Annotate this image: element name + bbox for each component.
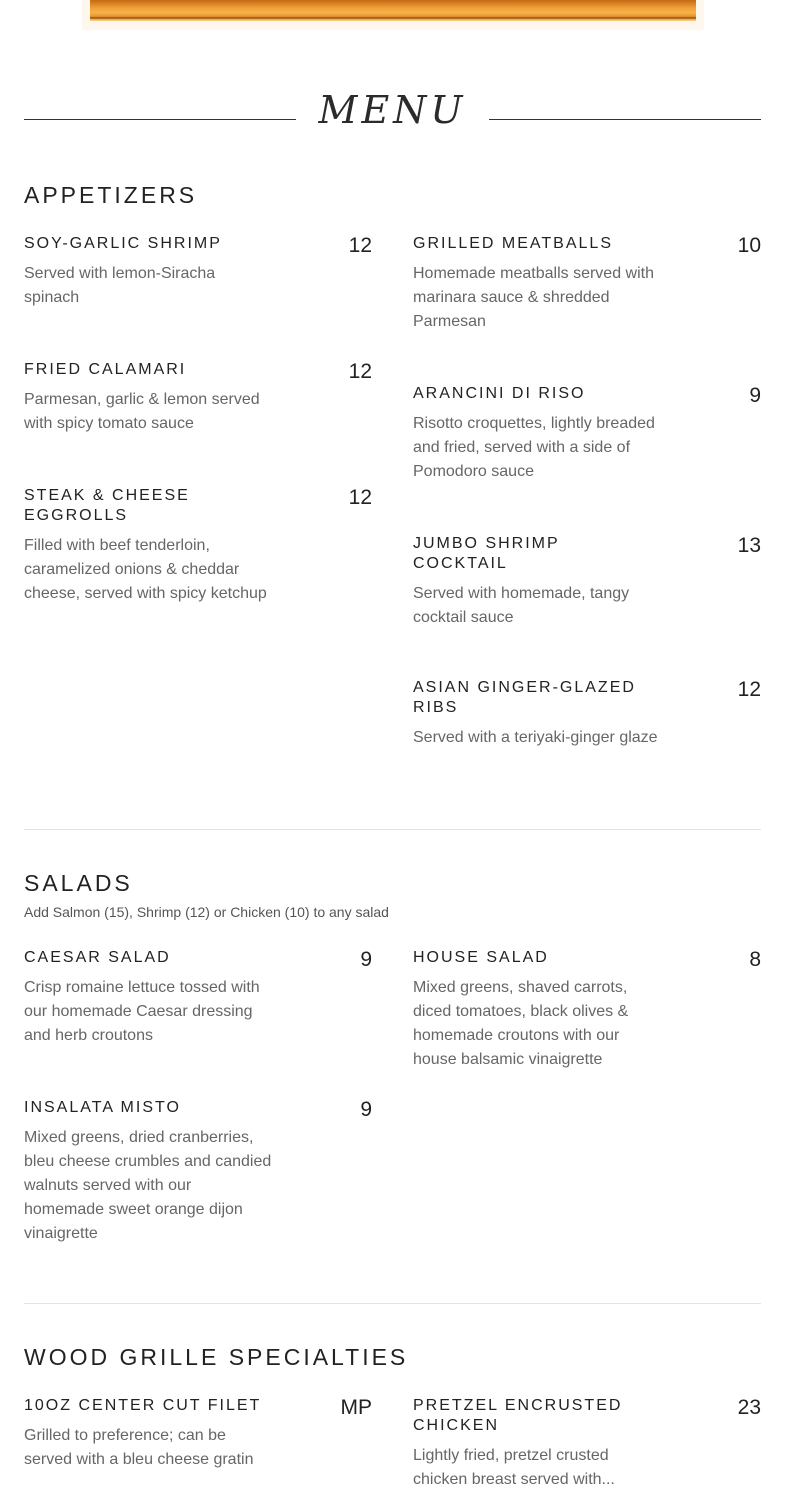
item-price: 8 [749,948,761,971]
item-description: Parmesan, garlic & lemon served with spicy tomato sauce [24,391,260,432]
item-price: 9 [749,384,761,407]
item-name: CAESAR SALAD [24,949,171,966]
item-description: Grilled to preference; can be served with a bleu cheese gratin [24,1427,254,1468]
hero-banner [82,0,704,30]
item-name: GRILLED MEATBALLS [413,235,613,252]
item-description: Mixed greens, dried cranberries, bleu cheese crumbles and candied walnuts served with our homemade sweet orange dijon vinaigrette [24,1129,272,1242]
item-description: Filled with beef tenderloin, caramelized onions & cheddar cheese, served with spicy ketchup [24,537,267,602]
item-name: FRIED CALAMARI [24,361,187,378]
menu-divider-right [489,119,761,120]
menu-title: MENU [318,88,467,132]
item-description: Served with a teriyaki-ginger glaze [413,729,658,746]
salads-note: Add Salmon (15), Shrimp (12) or Chicken (10) to any salad [24,904,389,920]
item-name: ASIAN GINGER-GLAZED RIBS [413,679,636,716]
item-name: PRETZEL ENCRUSTED CHICKEN [413,1397,623,1434]
item-name: HOUSE SALAD [413,949,549,966]
item-name: 10OZ CENTER CUT FILET [24,1397,262,1414]
item-description: Crisp romaine lettuce tossed with our homemade Caesar dressing and herb croutons [24,979,260,1044]
item-name: STEAK & CHEESE EGGROLLS [24,487,190,524]
item-price: 12 [737,678,761,701]
menu-header [24,88,761,148]
item-description: Risotto croquettes, lightly breaded and fried, served with a side of Pomodoro sauce [413,415,655,480]
item-name: JUMBO SHRIMP COCKTAIL [413,535,560,572]
item-description: Lightly fried, pretzel crusted chicken breast served with... [413,1447,615,1488]
section-title-salads: SALADS [24,870,133,896]
item-name: ARANCINI DI RISO [413,385,586,402]
item-price: 9 [360,1098,372,1121]
item-price: MP [340,1396,372,1419]
item-price: 12 [348,486,372,509]
item-price: 12 [348,234,372,257]
item-description: Served with homemade, tangy cocktail sauce [413,585,630,626]
item-price: 10 [737,234,761,257]
item-description: Served with lemon-Siracha spinach [24,265,216,306]
item-description: Homemade meatballs served with marinara sauce & shredded Parmesan [413,265,654,330]
section-divider [24,1303,761,1304]
item-price: 9 [360,948,372,971]
section-divider [24,829,761,830]
item-name: INSALATA MISTO [24,1099,181,1116]
section-title-appetizers: APPETIZERS [24,182,198,208]
item-name: SOY-GARLIC SHRIMP [24,235,222,252]
hero-food-image [90,0,696,21]
section-title-wood-grille: WOOD GRILLE SPECIALTIES [24,1344,409,1370]
item-price: 13 [737,534,761,557]
item-price: 12 [348,360,372,383]
item-description: Mixed greens, shaved carrots, diced tomatoes, black olives & homemade croutons with our house balsamic vinaigrette [413,979,629,1068]
item-price: 23 [737,1396,761,1419]
